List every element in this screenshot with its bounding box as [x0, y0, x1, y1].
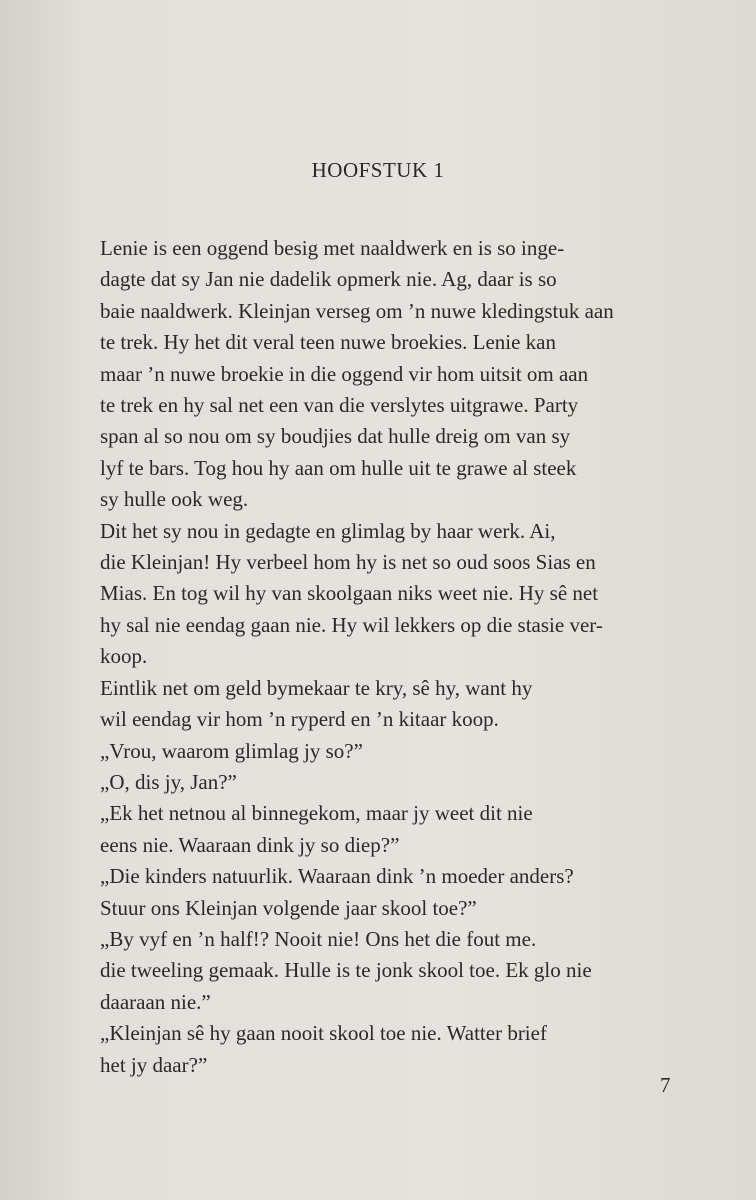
text-line: Lenie is een oggend besig met naaldwerk en is so inge-: [100, 236, 565, 260]
paragraph: [52, 233, 670, 516]
paragraph: [52, 767, 670, 798]
text-line: sy hulle ook weg.: [100, 487, 249, 512]
text-line: maar ’n nuwe broekie in die oggend vir hom uitsit om aan: [100, 361, 589, 386]
paragraph: [52, 861, 670, 924]
text-line: te trek en hy sal net een van die verslytes uitgrawe. Party: [100, 393, 579, 418]
text-line: baie naaldwerk. Kleinjan verseg om ’n nuwe kledingstuk aan: [100, 298, 614, 323]
paragraph: [52, 1018, 670, 1081]
text-line: Dit het sy nou in gedagte en glimlag by haar werk. Ai,: [100, 518, 556, 543]
paragraph: [52, 736, 670, 767]
text-line: koop.: [100, 644, 148, 669]
text-line: wil eendag vir hom ’n ryperd en ’n kitaar koop.: [100, 707, 499, 732]
text-line: daaraan nie.”: [100, 989, 211, 1014]
text-line: „Kleinjan sê hy gaan nooit skool toe nie. Watter brief: [100, 1021, 547, 1046]
text-line: „By vyf en ’n half!? Nooit nie! Ons het die fout me.: [100, 926, 537, 951]
text-line: te trek. Hy het dit veral teen nuwe broekies. Lenie kan: [100, 330, 556, 355]
text-line: Eintlik net om geld bymekaar te kry, sê hy, want hy: [100, 675, 533, 700]
text-line: „Vrou, waarom glimlag jy so?”: [100, 738, 363, 763]
text-line: die tweeling gemaak. Hulle is te jonk skool toe. Ek glo nie: [100, 958, 592, 983]
text-line: „O, dis jy, Jan?”: [100, 769, 237, 794]
text-line: lyf te bars. Tog hou hy aan om hulle uit te grawe al steek: [100, 455, 577, 480]
text-line: „Ek het netnou al binnegekom, maar jy weet dit nie: [100, 801, 533, 826]
chapter-heading: HOOFSTUK 1: [311, 158, 445, 182]
text-line: dagte dat sy Jan nie dadelik opmerk nie. Ag, daar is so: [100, 267, 557, 292]
text-line: span al so nou om sy boudjies dat hulle dreig om van sy: [100, 424, 571, 449]
paragraph: [52, 798, 670, 861]
chapter-text: [52, 233, 670, 1081]
paragraph: [52, 516, 670, 673]
text-line: hy sal nie eendag gaan nie. Hy wil lekkers op die stasie ver-: [100, 612, 603, 637]
text-line: het jy daar?”: [100, 1052, 208, 1077]
text-line: eens nie. Waaraan dink jy so diep?”: [100, 832, 400, 857]
text-line: Stuur ons Kleinjan volgende jaar skool toe?”: [100, 895, 477, 920]
paragraph: [52, 924, 670, 1018]
text-line: die Kleinjan! Hy verbeel hom hy is net so oud soos Sias en: [100, 550, 596, 575]
text-line: „Die kinders natuurlik. Waaraan dink ’n moeder anders?: [100, 864, 574, 889]
paragraph: [52, 673, 670, 736]
text-line: Mias. En tog wil hy van skoolgaan niks weet nie. Hy sê net: [100, 581, 599, 606]
page-number: 7: [660, 1073, 671, 1097]
